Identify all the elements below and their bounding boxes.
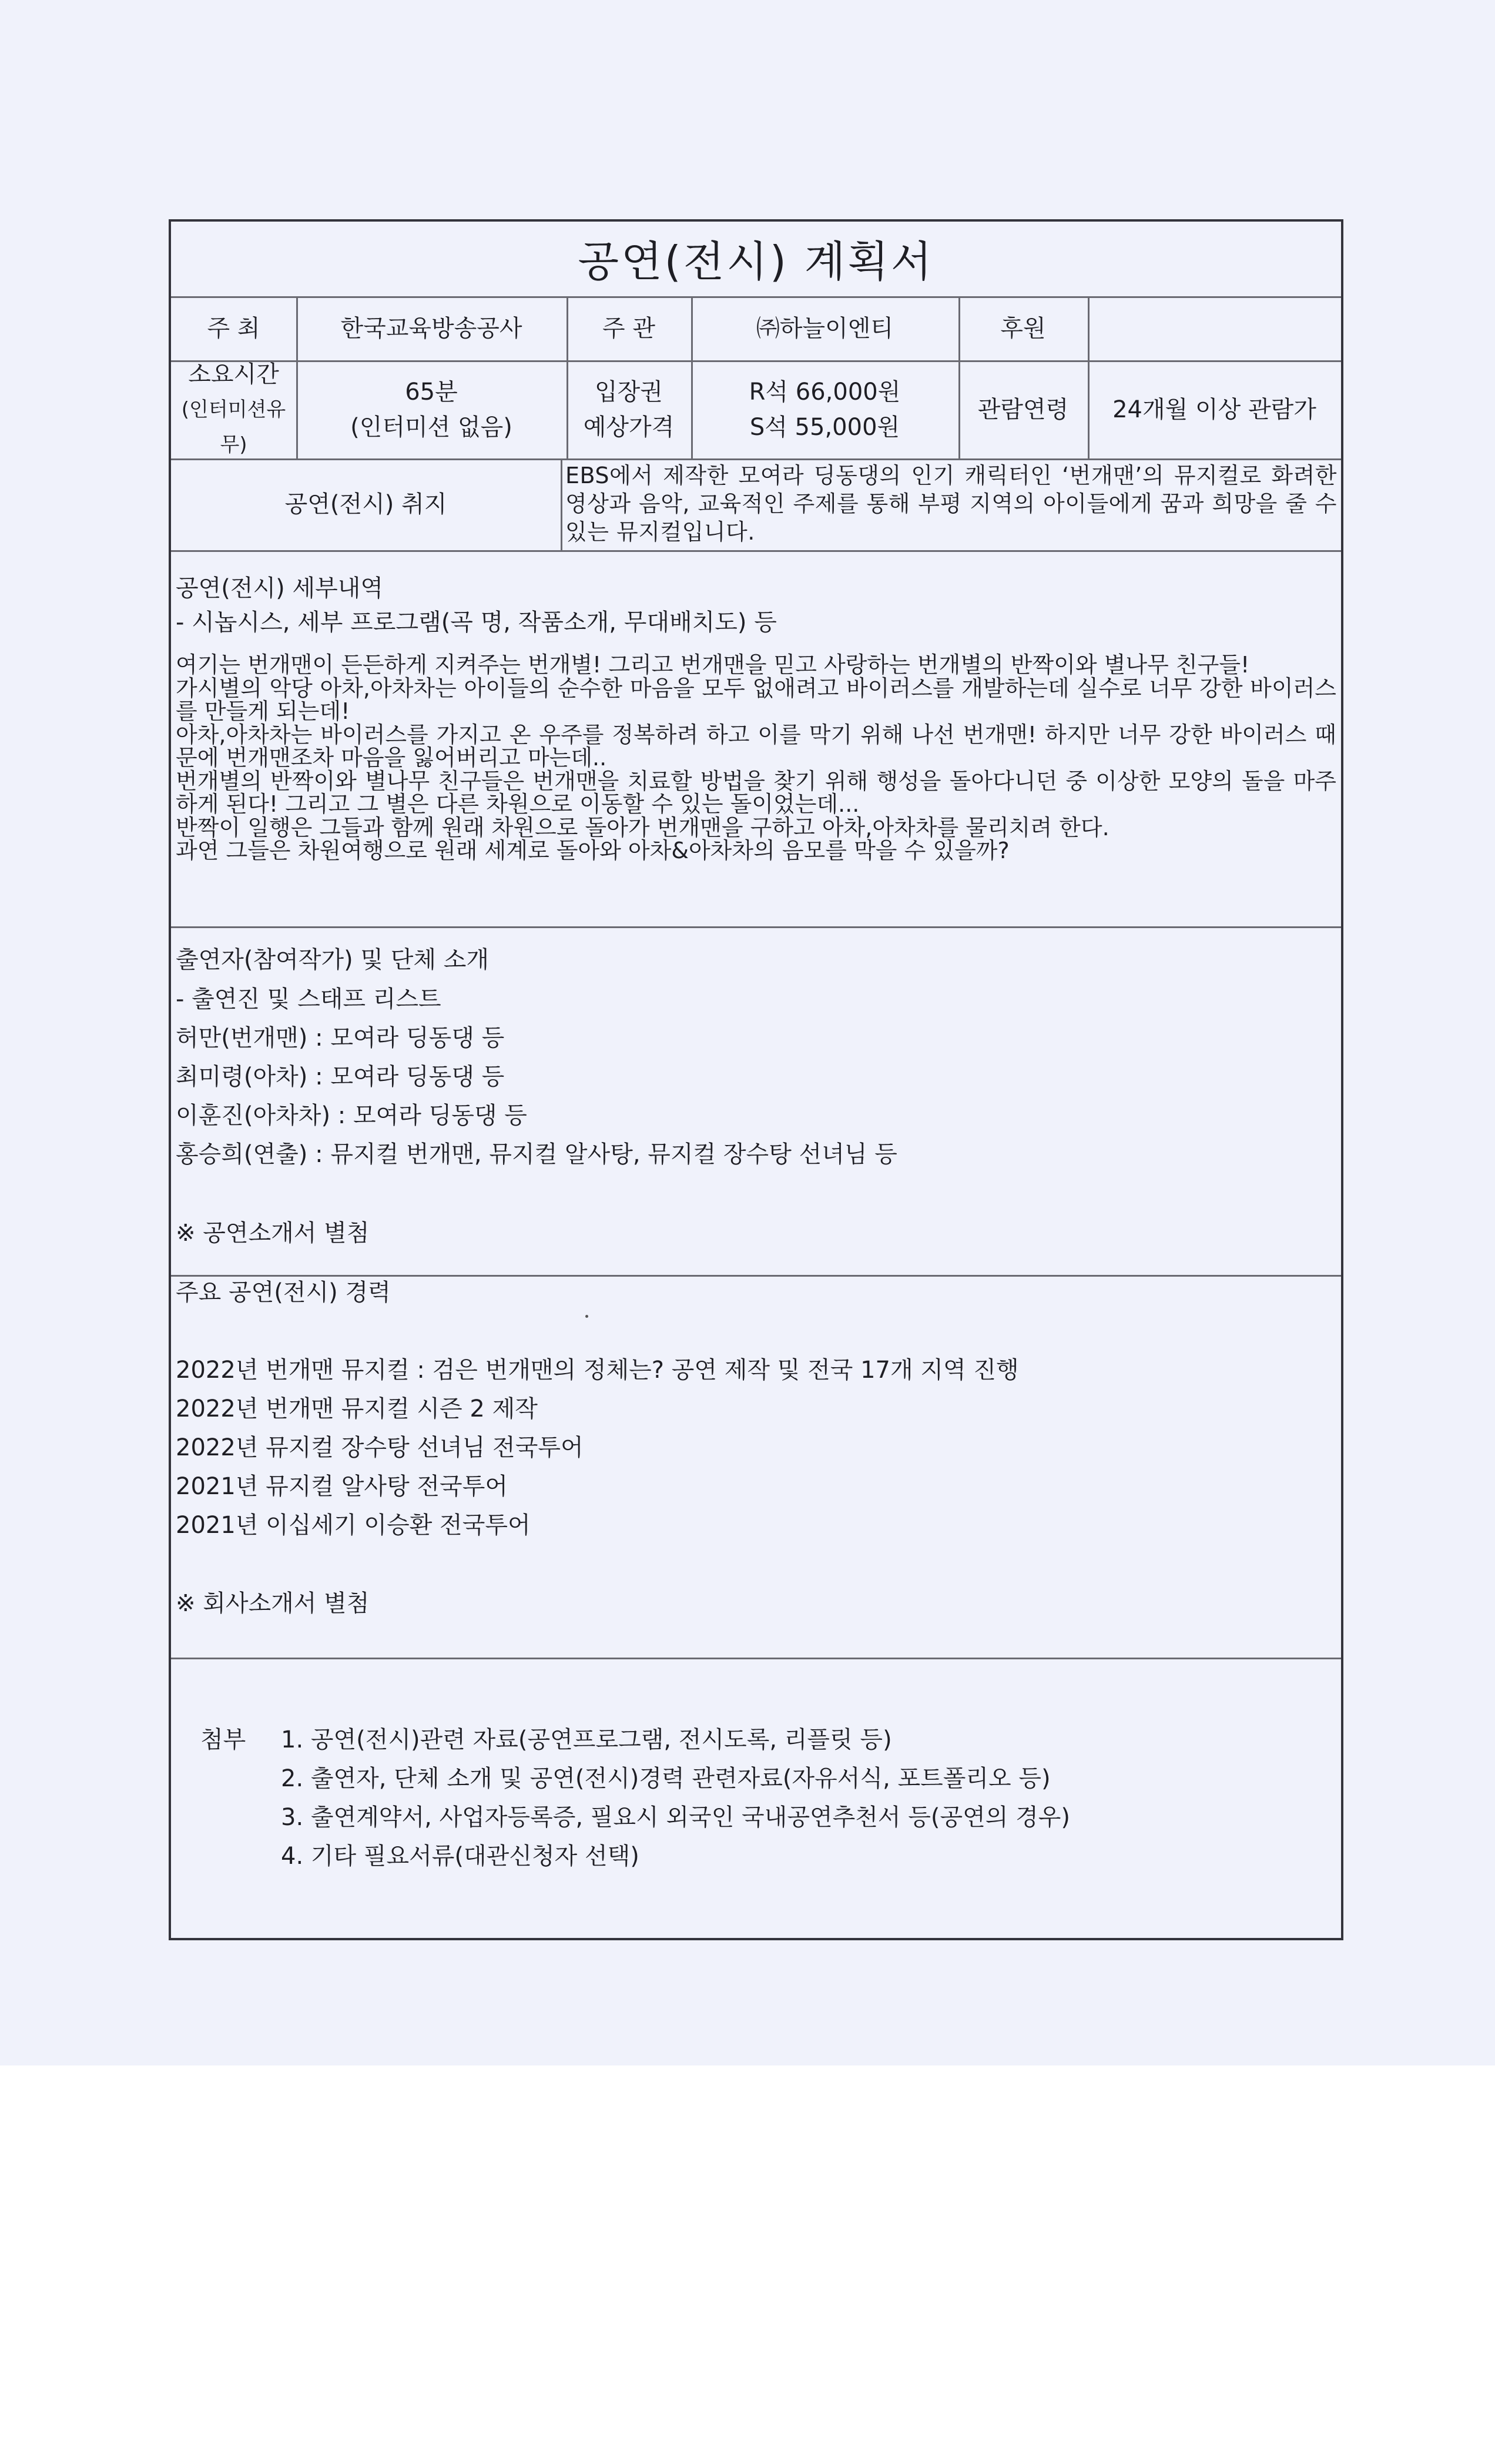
- ticket-label: [567, 360, 691, 458]
- divider: [171, 550, 1341, 552]
- age-value: 24개월 이상 관람가: [1112, 396, 1316, 423]
- synopsis-paragraph: 여기는 번개맨이 든든하게 지켜주는 번개별! 그리고 번개맨을 믿고 사랑하는 번개별의 반짝이와 별나무 친구들!: [176, 652, 1250, 678]
- cast-subheading: - 출연진 및 스태프 리스트: [176, 986, 441, 1013]
- details-heading: 공연(전시) 세부내역: [176, 575, 384, 602]
- duration-label: [171, 360, 296, 458]
- host-label: 주 최: [207, 314, 260, 342]
- age-label: 관람연령: [977, 396, 1069, 423]
- history-heading: 주요 공연(전시) 경력: [176, 1279, 391, 1306]
- sponsor-label: 후원: [1000, 314, 1046, 342]
- history-item: 2021년 뮤지컬 알사탕 전국투어: [176, 1473, 508, 1500]
- history-item: 2022년 번개맨 뮤지컬 시즌 2 제작: [176, 1395, 538, 1422]
- attachment-item: 3. 출연계약서, 사업자등록증, 필요시 외국인 국내공연추천서 등(공연의 경우): [281, 1804, 1071, 1831]
- scan-speck: [585, 1315, 588, 1318]
- ticket-price-r: R석 66,000원: [749, 378, 901, 406]
- synopsis-paragraph: 아차,아차차는 바이러스를 가지고 온 우주를 정복하려 하고 이를 막기 위해 나선 번개맨! 하지만 너무 강한 바이러스 때문에 번개맨조차 마음을 잃어버리고 마는데..: [176, 721, 1336, 771]
- divider: [171, 1658, 1341, 1659]
- sponsor-value: [1088, 296, 1341, 360]
- attachments-list: [281, 1720, 1070, 1876]
- ticket-price-s: S석 55,000원: [749, 413, 900, 441]
- cast-heading: 출연자(참여작가) 및 단체 소개: [176, 946, 490, 973]
- cast-member: 최미령(아차) : 모여라 딩동댕 등: [176, 1063, 505, 1090]
- plan-form: [169, 219, 1343, 1940]
- synopsis: [176, 654, 1336, 863]
- host-value: 한국교육방송공사: [340, 314, 522, 342]
- ticket-label-line1: 입장권: [595, 378, 663, 406]
- synopsis-paragraph: 가시별의 악당 아차,아차차는 아이들의 순수한 마음을 모두 없애려고 바이러스를 개발하는데 실수로 너무 강한 바이러스를 만들게 되는데!: [176, 675, 1336, 724]
- divider: [171, 926, 1341, 928]
- purpose-text: EBS에서 제작한 모여라 딩동댕의 인기 캐릭터인 ‘번개맨’의 뮤지컬로 화려한 영상과 음악, 교육적인 주제를 통해 부평 지역의 아이들에게 꿈과 희망을 줄 수 있는 뮤지컬입니다.: [565, 463, 1337, 545]
- history-item: 2021년 이십세기 이승환 전국투어: [176, 1512, 531, 1539]
- history-note: ※ 회사소개서 별첨: [176, 1590, 370, 1617]
- attachment-item: 4. 기타 필요서류(대관신청자 선택): [281, 1843, 639, 1870]
- cast-member: 홍승희(연출) : 뮤지컬 번개맨, 뮤지컬 알사탕, 뮤지컬 장수탕 선녀님 등: [176, 1141, 897, 1168]
- divider: [561, 458, 562, 550]
- cast-note: ※ 공연소개서 별첨: [176, 1220, 370, 1247]
- duration-label-line2: (인터미션유무): [181, 397, 286, 457]
- duration-minutes: 65분: [405, 378, 458, 406]
- organizer-value: ㈜하늘이엔티: [756, 314, 894, 342]
- synopsis-paragraph: 번개별의 반짝이와 별나무 친구들은 번개맨을 치료할 방법을 찾기 위해 행성을 돌아다니던 중 이상한 모양의 돌을 마주하게 된다! 그리고 그 별은 다른 차원으로 이동할 수 있는 돌이었는데...: [176, 768, 1336, 817]
- divider: [171, 1275, 1341, 1277]
- organizer-label: 주 관: [602, 314, 655, 342]
- history-item: 2022년 뮤지컬 장수탕 선녀님 전국투어: [176, 1434, 584, 1461]
- attachment-item: 2. 출연자, 단체 소개 및 공연(전시)경력 관련자료(자유서식, 포트폴리오 등): [281, 1765, 1051, 1792]
- intermission-note: (인터미션 없음): [350, 413, 512, 441]
- cast-member: 허만(번개맨) : 모여라 딩동댕 등: [176, 1025, 505, 1052]
- duration-value: [296, 360, 567, 458]
- purpose-label: 공연(전시) 취지: [284, 491, 447, 518]
- synopsis-paragraph: 과연 그들은 차원여행으로 원래 세계로 돌아와 아차&아차차의 음모를 막을 수 있을까?: [176, 838, 1010, 863]
- synopsis-paragraph: 반짝이 일행은 그들과 함께 원래 차원으로 돌아가 번개맨을 구하고 아차,아차차를 물리치려 한다.: [176, 814, 1109, 841]
- attachment-item: 1. 공연(전시)관련 자료(공연프로그램, 전시도록, 리플릿 등): [281, 1726, 892, 1753]
- attachments-label: 첨부: [200, 1726, 246, 1753]
- duration-label-line1: 소요시간: [188, 360, 279, 388]
- details-subheading: - 시놉시스, 세부 프로그램(곡 명, 작품소개, 무대배치도) 등: [176, 609, 777, 636]
- ticket-prices: [691, 360, 958, 458]
- ticket-label-line2: 예상가격: [583, 413, 675, 441]
- cast-member: 이훈진(아차차) : 모여라 딩동댕 등: [176, 1102, 527, 1129]
- page-title: 공연(전시) 계획서: [578, 237, 934, 286]
- history-item: 2022년 번개맨 뮤지컬 : 검은 번개맨의 정체는? 공연 제작 및 전국 17개 지역 진행: [176, 1357, 1019, 1384]
